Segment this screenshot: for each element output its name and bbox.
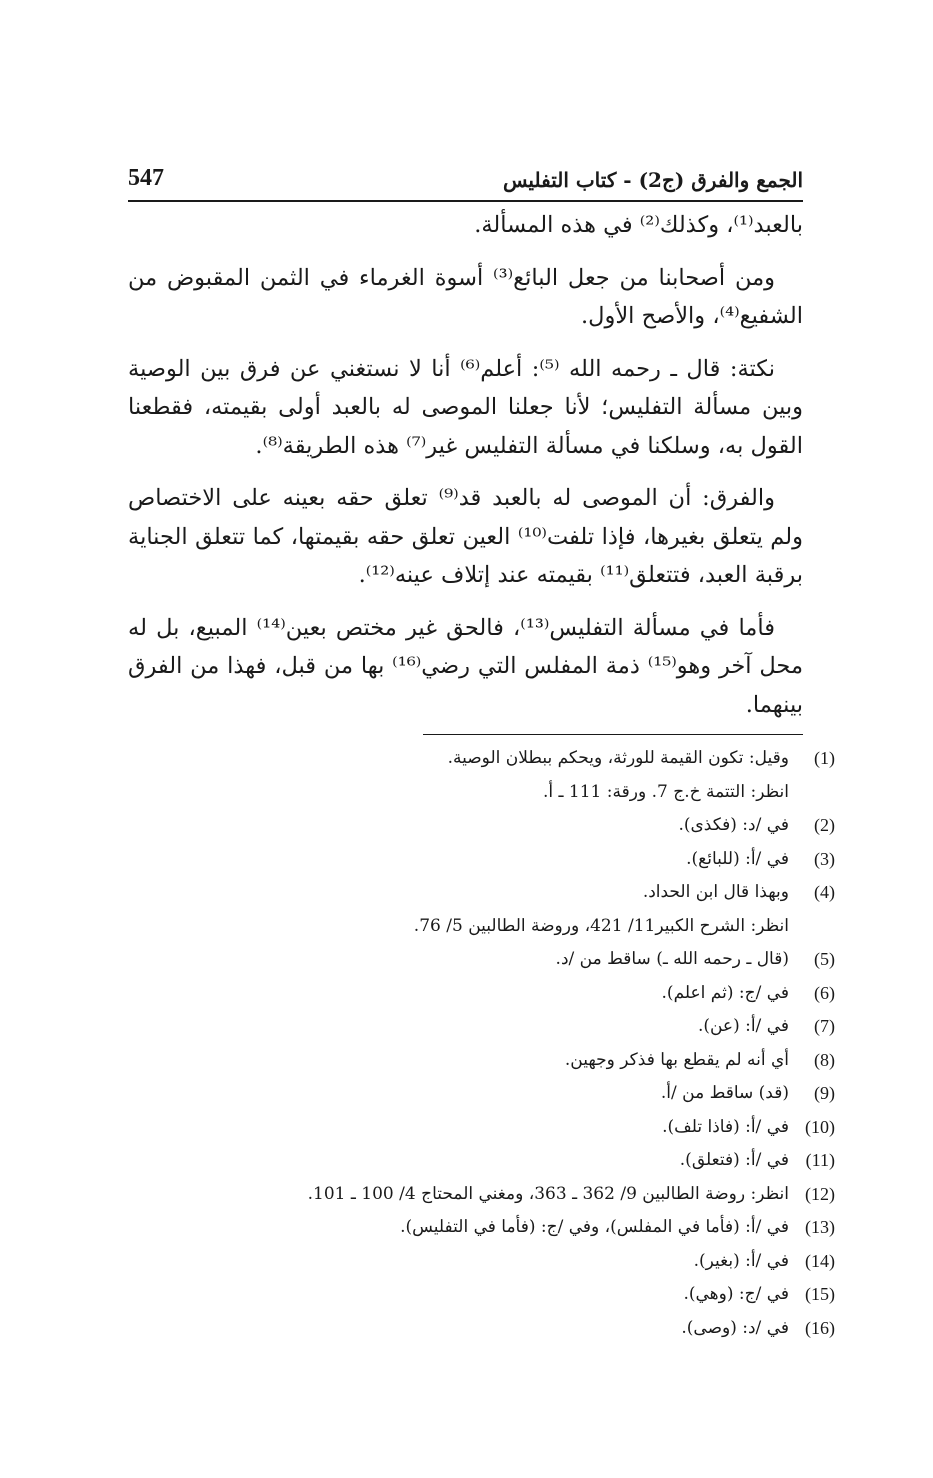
footnote-line: في /أ: (فتعلق). xyxy=(679,1150,789,1170)
footnote-number: (14) xyxy=(805,1250,835,1271)
paragraph-4: والفرق: أن الموصى له بالعبد قد⁽⁹⁾ تعلق حقه بعينه على الاختصاص ولم يتعلق بغيرها، فإذا تلفت⁽¹⁰⁾ العين تعلق حقه بقيمتها، كما تتعلق الجناية برقبة العبد، فتتعلق⁽¹¹⁾ بقيمته عند إتلاف عينه⁽¹²⁾. xyxy=(128,485,803,588)
footnote-text xyxy=(128,809,789,843)
page-header xyxy=(128,150,803,190)
footnote-number: (12) xyxy=(805,1183,835,1204)
footnote-number: (16) xyxy=(805,1317,835,1338)
footnote-number: (10) xyxy=(805,1116,835,1137)
footnotes xyxy=(128,742,835,1345)
footnote-line: في /د: (فكذى). xyxy=(678,815,789,835)
footnote-text xyxy=(128,843,789,877)
footnote-line: في /ج: (وهي). xyxy=(683,1284,789,1304)
footnote-number: (13) xyxy=(805,1217,835,1237)
footnote-text xyxy=(128,943,789,977)
footnote-number: (11) xyxy=(805,1150,835,1170)
footnote-line: في /د: (وصى). xyxy=(681,1317,789,1338)
footnote-number: (4) xyxy=(814,882,835,902)
footnote-text xyxy=(128,1144,789,1178)
footnote-text xyxy=(128,1111,789,1145)
footnote-line: انظر: الشرح الكبير11/ 421، وروضة الطالبين 5/ 76. xyxy=(413,915,789,936)
footnote-line: في /أ: (بغير). xyxy=(693,1250,789,1271)
footnote-rule xyxy=(423,734,803,735)
footnote-number: (9) xyxy=(814,1083,835,1103)
footnote-number: (7) xyxy=(814,1016,835,1036)
footnote-text xyxy=(128,1178,789,1212)
footnote-number: (8) xyxy=(814,1049,835,1070)
footnote-line: انظر: روضة الطالبين 9/ 362 ـ 363، ومغني المحتاج 4/ 100 ـ 101. xyxy=(307,1183,789,1204)
footnote-text xyxy=(128,1010,789,1044)
main-text xyxy=(128,206,803,738)
footnote-text xyxy=(128,1211,789,1245)
footnote-text xyxy=(128,977,789,1011)
footnote-item xyxy=(128,1111,835,1145)
footnote-text xyxy=(128,1245,789,1279)
footnote-number: (2) xyxy=(814,815,835,835)
footnote-item xyxy=(128,1077,835,1111)
footnote-item xyxy=(128,1211,835,1245)
footnote-item xyxy=(128,977,835,1011)
footnote-item xyxy=(128,943,835,977)
paragraph-5: فأما في مسألة التفليس⁽¹³⁾، فالحق غير مختص بعين⁽¹⁴⁾ المبيع، بل له محل آخر وهو⁽¹⁵⁾ ذمة المفلس التي رضي⁽¹⁶⁾ بها من قبل، فهذا من الفرق بينهما. xyxy=(128,614,803,718)
footnote-item xyxy=(128,809,835,843)
footnote-item xyxy=(128,876,835,943)
footnote-line: (قال ـ رحمه الله ـ) ساقط من /د. xyxy=(555,949,789,969)
footnote-item xyxy=(128,843,835,877)
footnote-line: في /أ: (فأما في المفلس)، وفي /ج: (فأما في التفليس). xyxy=(400,1217,789,1237)
paragraph-2: ومن أصحابنا من جعل البائع⁽³⁾ أسوة الغرماء في الثمن المقبوض من الشفيع⁽⁴⁾، والأصح الأول. xyxy=(128,264,803,329)
footnote-number: (1) xyxy=(814,748,835,768)
footnote-line: وقيل: تكون القيمة للورثة، ويحكم ببطلان الوصية. xyxy=(447,748,789,768)
footnote-number: (15) xyxy=(805,1284,835,1304)
footnote-number: (6) xyxy=(814,982,835,1003)
footnote-line: في /أ: (للبائع). xyxy=(686,848,789,869)
footnote-item xyxy=(128,1245,835,1279)
footnote-line: في /أ: (فاذا تلف). xyxy=(662,1116,789,1137)
footnote-line: أي أنه لم يقطع بها فذكر وجهين. xyxy=(564,1049,789,1070)
footnote-item xyxy=(128,1044,835,1078)
footnote-item xyxy=(128,1010,835,1044)
footnote-line: (قد) ساقط من /أ. xyxy=(660,1083,789,1103)
footnote-text xyxy=(128,742,789,809)
footnote-text xyxy=(128,876,789,943)
footnote-number: (5) xyxy=(814,949,835,969)
paragraph-3: نكتة: قال ـ رحمه الله ⁽⁵⁾: أعلم⁽⁶⁾ أنا لا نستغني عن فرق بين الوصية وبين مسألة التفليس؛ لأنا جعلنا الموصى له بالعبد أولى بقيمته، فقطعنا القول به، وسلكنا في مسألة التفليس غير⁽⁷⁾ هذه الطريقة⁽⁸⁾. xyxy=(128,355,803,459)
footnote-line: في /ج: (ثم اعلم). xyxy=(661,982,789,1003)
footnote-line: في /أ: (عن). xyxy=(697,1016,789,1036)
footnote-line: وبهذا قال ابن الحداد. xyxy=(642,882,789,902)
footnote-item xyxy=(128,1278,835,1312)
header-rule xyxy=(128,200,803,202)
footnote-text xyxy=(128,1278,789,1312)
running-title: الجمع والفرق (ج2) - كتاب التفليس xyxy=(502,168,803,192)
paragraph-1: بالعبد⁽¹⁾، وكذلك⁽²⁾ في هذه المسألة. xyxy=(474,212,803,238)
page-number: 547 xyxy=(128,165,164,191)
footnote-item xyxy=(128,1178,835,1212)
footnote-text xyxy=(128,1044,789,1078)
footnote-item xyxy=(128,1312,835,1346)
footnote-line: انظر: التتمة خ.ج 7. ورقة: 111 ـ أ. xyxy=(543,781,789,802)
footnote-text xyxy=(128,1077,789,1111)
footnote-item xyxy=(128,1144,835,1178)
footnote-text xyxy=(128,1312,789,1346)
footnote-number: (3) xyxy=(814,848,835,869)
footnote-item xyxy=(128,742,835,809)
